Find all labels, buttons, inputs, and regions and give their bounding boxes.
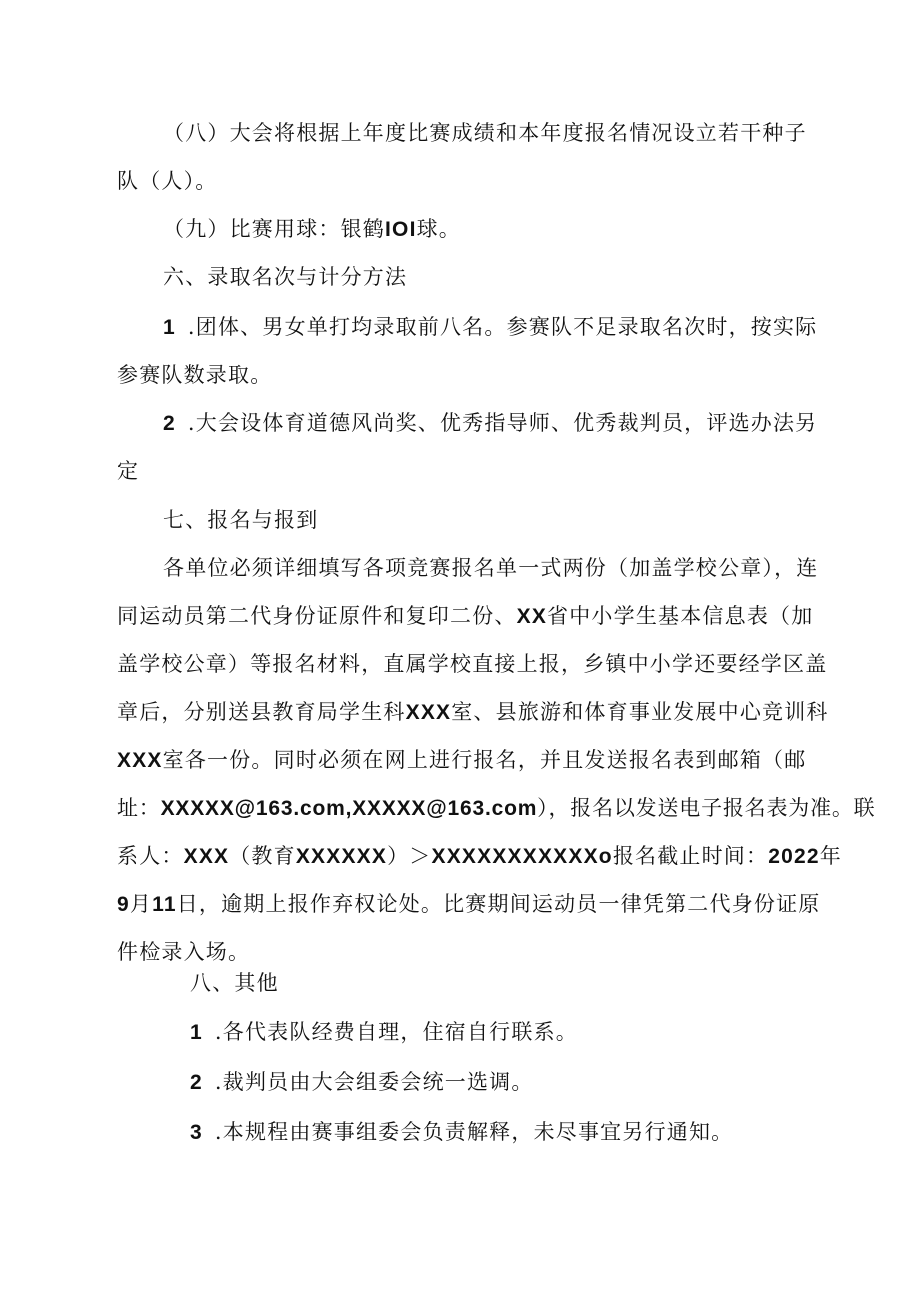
room-placeholder: XXX	[405, 701, 452, 724]
list-text: .裁判员由大会组委会统一选调。	[214, 1070, 534, 1094]
section-7-line-2	[117, 601, 813, 632]
province-placeholder: XX	[516, 605, 548, 628]
deadline-month: 9	[117, 893, 130, 916]
room-placeholder: XXX	[117, 749, 163, 772]
section-7-line-3: 盖学校公章）等报名材料，直属学校直接上报，乡镇中小学还要经学区盖	[117, 652, 828, 676]
text-run: （教育	[229, 844, 296, 868]
email-addresses: XXXXX@163.com,XXXXX@163.com	[160, 797, 538, 820]
text-run: ），报名以发送电子报名表为准。联	[537, 796, 876, 820]
section-7-heading: 七、报名与报到	[163, 508, 319, 532]
section-7-line-1: 各单位必须详细填写各项竞赛报名单一式两份（加盖学校公章），连	[163, 556, 819, 580]
section-7-line-5	[117, 745, 806, 776]
section-7-line-9: 件检录入场。	[117, 940, 251, 964]
section-6-item-2-line-1	[163, 408, 817, 439]
list-text: .本规程由赛事组委会负责解释，未尽事宜另行通知。	[214, 1120, 734, 1144]
text-run: 章后，分别送县教育局学生科	[117, 700, 406, 724]
section-7-line-4	[117, 697, 829, 728]
list-number: 2	[163, 412, 176, 435]
section-7-line-7	[117, 841, 842, 872]
section-8-heading: 八、其他	[190, 971, 279, 995]
text-run: 同运动员第二代身份证原件和复印二份、	[117, 604, 517, 628]
section-8-item-2	[190, 1067, 534, 1098]
list-number: 2	[190, 1071, 203, 1094]
list-text: .各代表队经费自理，住宿自行联系。	[214, 1020, 578, 1044]
list-number: 3	[190, 1121, 203, 1144]
text-run: 日，逾期上报作弃权论处。比赛期间运动员一律凭第二代身份证原	[176, 892, 821, 916]
section-6-heading: 六、录取名次与计分方法	[163, 265, 408, 289]
section-6-item-2-line-2: 定	[117, 459, 140, 483]
section-8-item-1	[190, 1017, 578, 1048]
contact-name: XXX	[183, 845, 230, 868]
paragraph-8-line-1: （八）大会将根据上年度比赛成绩和本年度报名情况设立若干种子	[163, 121, 807, 145]
ball-model: IOI	[385, 218, 417, 241]
section-7-line-8	[117, 889, 821, 920]
section-6-item-1-line-1	[163, 312, 817, 343]
list-number: 1	[190, 1021, 203, 1044]
paragraph-9-text: （九）比赛用球：银鹤	[163, 217, 385, 241]
text-run: 年	[819, 844, 842, 868]
section-7-line-6	[117, 793, 875, 824]
text-run: 系人：	[117, 844, 184, 868]
paragraph-8-line-2: 队（人）。	[117, 169, 218, 193]
text-run: 省中小学生基本信息表（加	[547, 604, 814, 628]
text-run: 月	[129, 892, 153, 916]
contact-phone: XXXXXX	[295, 845, 388, 868]
list-number: 1	[163, 316, 176, 339]
section-8-item-3	[190, 1117, 733, 1148]
text-run: 室、县旅游和体育事业发展中心竞训科	[451, 700, 829, 724]
text-run: 报名截止时间：	[612, 844, 769, 868]
deadline-year: 2022	[768, 845, 820, 868]
contact-number: XXXXXXXXXXXo	[431, 845, 613, 868]
text-run: 室各一份。同时必须在网上进行报名，并且发送报名表到邮箱（邮	[162, 748, 807, 772]
text-run: ）＞	[387, 844, 432, 868]
paragraph-9	[163, 214, 461, 245]
list-text: .大会设体育道德风尚奖、优秀指导师、优秀裁判员，评选办法另	[187, 411, 818, 435]
text-run: 址：	[117, 796, 161, 820]
section-6-item-1-line-2: 参赛队数录取。	[117, 363, 273, 387]
list-text: .团体、男女单打均录取前八名。参赛队不足录取名次时，按实际	[187, 315, 818, 339]
deadline-day: 11	[152, 893, 177, 916]
paragraph-9-end: 球。	[416, 217, 462, 241]
